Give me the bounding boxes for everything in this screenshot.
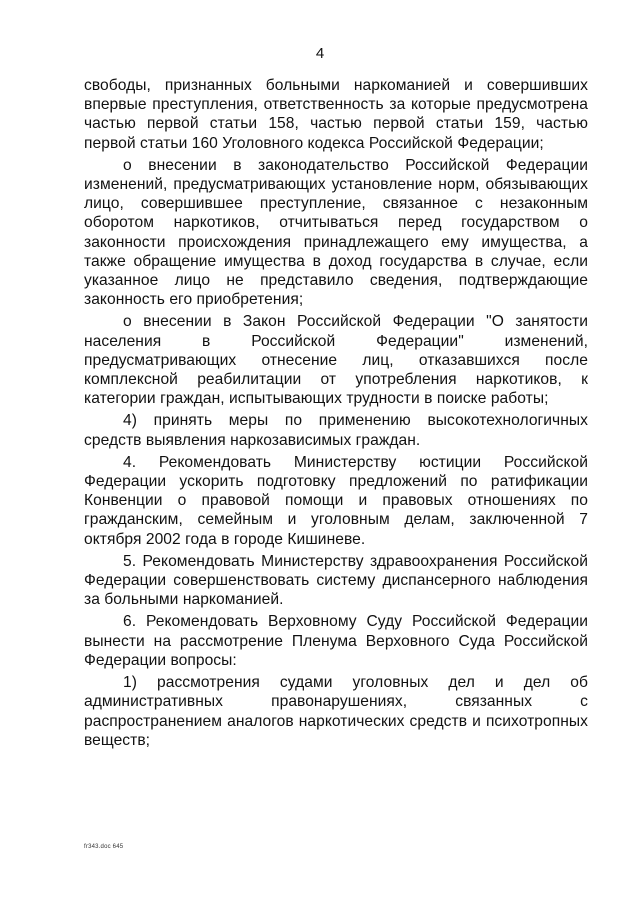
- paragraph-item-4-high-tech: 4) принять меры по применению высокотехнологичных средств выявления наркозависимых граждан.: [84, 412, 588, 449]
- paragraph-item-1-court-cases: 1) рассмотрения судами уголовных дел и дел об административных правонарушениях, связанных с распространением аналогов наркотических средств и психотропных веществ;: [84, 674, 588, 749]
- footer-file-code: fr343.doc 645: [84, 844, 124, 850]
- paragraph-section-5-health: 5. Рекомендовать Министерству здравоохранения Российской Федерации совершенствовать систему диспансерного наблюдения за больными наркоманией.: [84, 552, 588, 609]
- paragraph-section-4-justice: 4. Рекомендовать Министерству юстиции Российской Федерации ускорить подготовку предложений по ратификации Конвенции о правовой помощи и правовых отношениях по гражданским, семейным и уголовным делам, заключенной 7 октября 2002 года в городе Кишиневе.: [84, 453, 588, 548]
- page-number: 4: [315, 45, 325, 62]
- paragraph-employment-law: о внесении в Закон Российской Федерации "О занятости населения в Российской Федерации" изменений, предусматривающих отнесение лиц, отказавшихся после комплексной реабилитации от употребления наркотиков, к категории граждан, испытывающих трудности в поиске работы;: [84, 313, 588, 408]
- paragraph-continuation-freedom: свободы, признанных больными наркоманией и совершивших впервые преступления, ответственность за которые предусмотрена частью первой статьи 158, частью первой статьи 159, частью первой статьи 160 Уголовного кодекса Российской Федерации;: [84, 77, 588, 152]
- paragraph-property-legality: о внесении в законодательство Российской Федерации изменений, предусматривающих установление норм, обязывающих лицо, совершившее преступление, связанное с незаконным оборотом наркотиков, отчитываться перед государством о законности происхождения принадлежащего ему имущества, а также обращение имущества в доход государства в случае, если указанное лицо не представило сведения, подтверждающие законность его приобретения;: [84, 156, 588, 309]
- paragraph-section-6-supreme-court: 6. Рекомендовать Верховному Суду Российской Федерации вынести на рассмотрение Пленума Верховного Суда Российской Федерации вопросы:: [84, 613, 588, 669]
- document-body: [84, 76, 588, 750]
